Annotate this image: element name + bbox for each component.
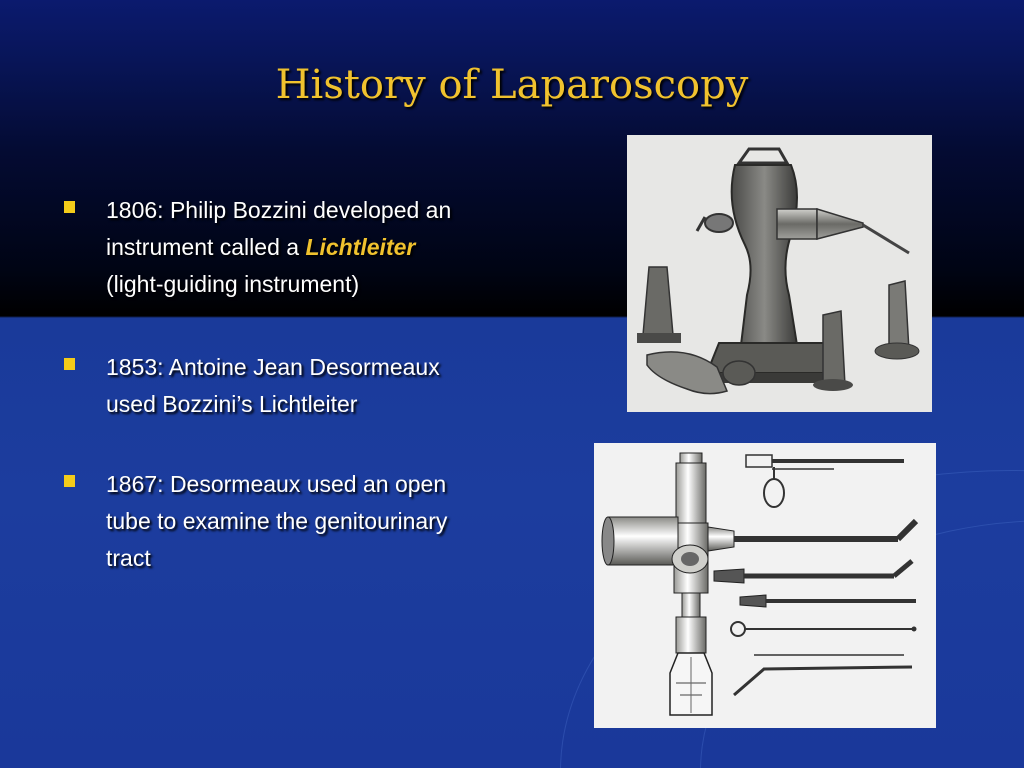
emphasis-term: Lichtleiter — [305, 234, 416, 260]
desormeaux-endoscope-illustration — [594, 443, 936, 728]
endoscope-engraving — [594, 443, 936, 728]
bullet-line: 1867: Desormeaux used an open — [106, 471, 447, 497]
bullet-line: (light-guiding instrument) — [106, 271, 360, 297]
lichtleiter-illustration — [627, 135, 932, 412]
bullet-item — [62, 466, 582, 577]
bullet-line: tube to examine the genitourinary — [106, 508, 448, 534]
bullet-line: tract — [106, 545, 151, 571]
bullet-line — [106, 229, 582, 266]
bullet-item — [62, 349, 582, 423]
bullet-marker-icon — [64, 475, 75, 487]
bullet-marker-icon — [64, 201, 75, 213]
slide-title: History of Laparoscopy — [275, 62, 749, 108]
lichtleiter-photo — [627, 135, 932, 412]
bullet-list — [62, 192, 582, 620]
bullet-line: 1853: Antoine Jean Desormeaux — [106, 354, 440, 380]
bullet-line: used Bozzini’s Lichtleiter — [106, 391, 358, 417]
bullet-line: 1806: Philip Bozzini developed an — [106, 197, 452, 223]
bullet-marker-icon — [64, 358, 75, 370]
bullet-text: instrument called a — [106, 234, 306, 260]
bullet-item — [62, 192, 582, 303]
